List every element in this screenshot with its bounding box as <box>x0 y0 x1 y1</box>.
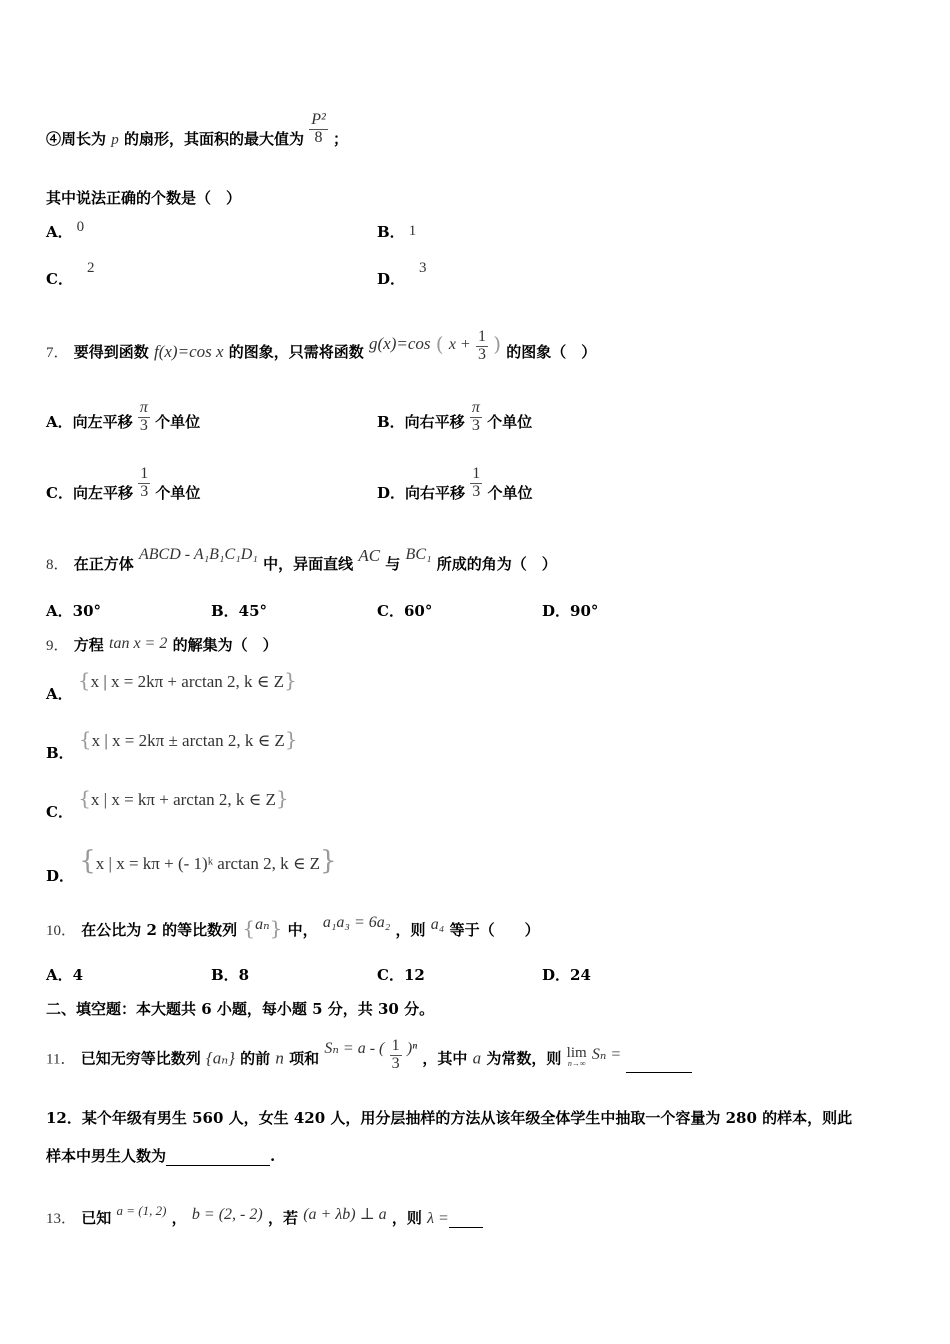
q7-f-formula: f(x)=cos x <box>154 342 224 361</box>
item-4-num: P² <box>311 110 326 128</box>
q9-stem: 9． 方程 tan x = 2 的解集为（ ） <box>46 635 278 654</box>
q11-stem: 11． 已知无穷等比数列 {aₙ} 的前 n 项和 Sₙ = a - ( $\frac{1}{3}$ )ⁿ ，其中 a 为常数，则 lim n→∞ Sₙ = <box>46 1046 692 1073</box>
q11-limit: lim n→∞ <box>566 1044 587 1069</box>
q7-g-formula: g(x)=cos <box>369 334 431 353</box>
q10-stem: 10． 在公比为 2 的等比数列 {aₙ} 中， a₁a₃ = 6a₂ ，则 a₄ 等于（ ） <box>46 914 540 940</box>
item-4-line <box>46 110 349 149</box>
q11-answer-blank[interactable] <box>626 1072 692 1073</box>
q8-stem: 8． 在正方体 ABCD - A₁B₁C₁D₁ 中，异面直线 AC 与 BC₁ 所成的角为（ ） <box>46 546 557 573</box>
q10-option-d[interactable]: D．24 <box>542 966 591 984</box>
q10-option-a[interactable]: A．4 <box>46 966 84 984</box>
q13-stem: 13． 已知 a = (1, 2) ， b = (2, - 2) ，若 (a + λb) ⊥ a ，则 λ = <box>46 1207 483 1228</box>
q7-option-a[interactable]: A．向左平移 $\frac{\pi}{3}$ 个单位 <box>46 398 201 434</box>
q8-line-bc1: BC₁ <box>405 546 432 563</box>
q12-line-2: 样本中男生人数为 . <box>46 1147 276 1165</box>
prev-option-a[interactable]: A． 0 <box>46 219 85 241</box>
q10-option-b[interactable]: B．8 <box>211 966 250 984</box>
q13-condition: (a + λb) ⊥ a <box>303 1206 387 1223</box>
item-4-fraction <box>309 112 328 147</box>
q7-stem: 7． 要得到函数 f(x)=cos x 的图象，只需将函数 g(x)=cos ( x + $\frac{1}{3}$ ) 的图象（ ） <box>46 327 597 363</box>
q9-option-d[interactable]: D． {x | x = kπ + (- 1)ᵏ arctan 2, k ∈ Z} <box>46 846 337 885</box>
prev-option-b[interactable]: B． 1 <box>377 223 417 241</box>
q12-line-1: 12．某个年级有男生 560 人，女生 420 人，用分层抽样的方法从该年级全体学生中抽取一个容量为 280 的样本，则此 <box>46 1109 853 1127</box>
q8-cube: ABCD - A₁B₁C₁D₁ <box>139 546 258 563</box>
q10-option-c[interactable]: C．12 <box>377 966 425 984</box>
q9-option-b[interactable]: B． {x | x = 2kπ ± arctan 2, k ∈ Z} <box>46 727 298 762</box>
q11-sn: Sₙ = a - ( <box>324 1040 385 1058</box>
q8-option-d[interactable]: D．90° <box>542 602 599 620</box>
prev-option-d[interactable]: D．3 <box>377 260 427 288</box>
q7-option-d[interactable]: D．向右平移 $\frac{1}{3}$ 个单位 <box>377 464 533 502</box>
q9-option-a[interactable]: A． {x | x = 2kπ + arctan 2, k ∈ Z} <box>46 668 297 703</box>
section-2-title: 二、填空题：本大题共 6 小题，每小题 5 分，共 30 分。 <box>46 1000 435 1018</box>
item-4-den: 8 <box>314 128 323 146</box>
q8-line-ac: AC <box>358 546 381 565</box>
q7-option-c[interactable]: C．向左平移 $\frac{1}{3}$ 个单位 <box>46 464 201 502</box>
q13-answer-blank[interactable] <box>449 1211 483 1228</box>
item-4-var: p <box>111 132 119 148</box>
q8-option-c[interactable]: C．60° <box>377 602 433 620</box>
q13-vector-b: b = (2, - 2) <box>191 1206 263 1223</box>
q10-seq: aₙ <box>255 916 270 933</box>
q8-option-b[interactable]: B．45° <box>211 602 268 620</box>
q8-option-a[interactable]: A．30° <box>46 602 102 620</box>
q12-answer-blank[interactable] <box>166 1149 270 1166</box>
q10-a4: a₄ <box>430 916 445 933</box>
q10-equation: a₁a₃ = 6a₂ <box>322 914 391 931</box>
q7-option-b[interactable]: B．向右平移 $\frac{\pi}{3}$ 个单位 <box>377 398 533 434</box>
q9-option-c[interactable]: C． {x | x = kπ + arctan 2, k ∈ Z} <box>46 786 289 821</box>
prev-option-c[interactable]: C．2 <box>46 260 95 288</box>
item-4-mid: 的扇形，其面积的最大值为 <box>123 130 304 148</box>
q9-equation: tan x = 2 <box>109 635 168 652</box>
prev-stem: 其中说法正确的个数是（ ） <box>46 189 242 207</box>
q11-seq: {aₙ} <box>205 1048 235 1068</box>
item-4-end: ； <box>333 130 349 148</box>
item-4-text: ④周长为 <box>46 130 107 148</box>
q13-vector-a: a = (1, 2) <box>116 1203 167 1218</box>
